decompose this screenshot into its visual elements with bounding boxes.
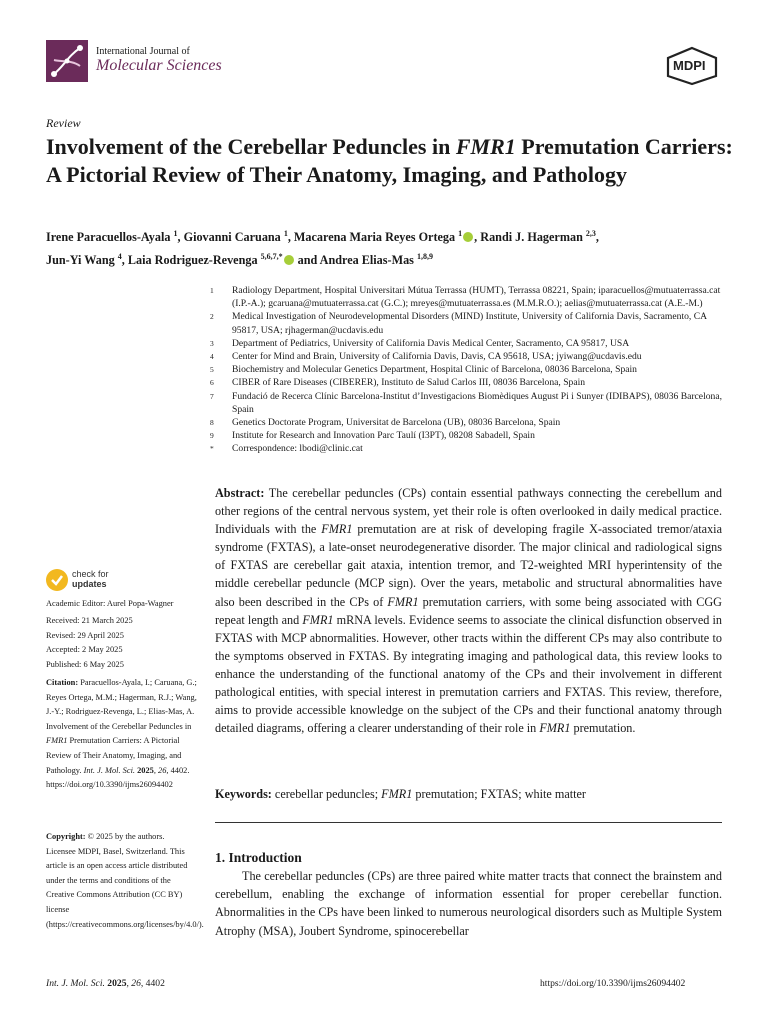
author-separator: , <box>177 230 184 245</box>
author-affiliation-sup: 5,6,7,* <box>260 252 283 262</box>
affiliation-item <box>210 416 730 429</box>
author-affiliation-sup: 4 <box>117 252 122 262</box>
affiliation-text: Center for Mind and Brain, University of California Davis, Davis, CA 95618, USA; jyiwang@ucdavis.edu <box>232 351 642 363</box>
check-label: check for <box>72 569 109 579</box>
author-name: Laia Rodriguez-Revenga <box>127 253 261 268</box>
footer-citation: Int. J. Mol. Sci. 2025, 26, 4402 <box>46 978 165 989</box>
affiliation-number: 1 <box>210 286 214 295</box>
affiliation-text: Radiology Department, Hospital Universitari Mútua Terrassa (HUMT), Terrassa 08221, Spain; iparacuellos@mutuaterrassa.cat (I.P.-A.); gcaruana@mutuaterrassa.cat (G.C.); mreyes@mutuaterrassa.es (M.M.R.O.); aelias@mutuaterrassa.cat (A.E.-M.) <box>232 285 721 310</box>
affiliation-number: * <box>210 444 214 454</box>
check-icon <box>46 569 68 591</box>
affiliation-text: Biochemistry and Molecular Genetics Department, Hospital Clinic of Barcelona, 08036 Barcelona, Spain <box>232 364 637 376</box>
affiliation-text: Genetics Doctorate Program, Universitat de Barcelona (UB), 08036 Barcelona, Spain <box>232 417 561 429</box>
affiliation-number: 9 <box>210 431 214 441</box>
section-heading: 1. Introduction <box>215 850 302 865</box>
affiliation-text: Institute for Research and Innovation Parc Taulí (I3PT), 08208 Sabadell, Spain <box>232 430 535 442</box>
author-separator: , <box>287 230 294 245</box>
author-name: Giovanni Caruana <box>183 230 284 245</box>
affiliation-text: CIBER of Rare Diseases (CIBERER), Instituto de Salud Carlos III, 08036 Barcelona, Spain <box>232 377 586 389</box>
author-name: Andrea Elias-Mas <box>319 253 417 268</box>
author-affiliation-sup: 2,3 <box>585 229 596 238</box>
journal-logo <box>46 40 88 82</box>
copyright: Copyright: © 2025 by the authors. Licensee MDPI, Basel, Switzerland. This article is an open access article distributed under the terms and conditions of the Creative Commons Attribution (CC BY) license (https://creativecommons.org/licenses/by/4.0/). <box>46 832 204 929</box>
keywords: Keywords: cerebellar peduncles; FMR1 premutation; FXTAS; white matter <box>215 787 586 801</box>
affiliation-number: 3 <box>210 338 214 348</box>
author-affiliation-sup: 1 <box>458 229 463 238</box>
check-for-updates-button[interactable] <box>46 569 176 593</box>
author-separator: , <box>121 253 128 268</box>
updates-label: updates <box>72 579 107 589</box>
accepted-date: Accepted: 2 May 2025 <box>46 645 123 655</box>
publisher-name: MDPI <box>673 58 706 73</box>
affiliation-number: 5 <box>210 365 214 375</box>
author-separator: and <box>294 253 320 268</box>
molecule-icon <box>46 40 88 82</box>
affiliation-number: 7 <box>210 391 214 401</box>
author-name: Randi J. Hagerman <box>480 230 586 245</box>
affiliation-item <box>210 350 730 363</box>
author-name: Irene Paracuellos-Ayala <box>46 230 174 245</box>
affiliation-item <box>210 363 730 376</box>
article-title: Involvement of the Cerebellar Peduncles in FMR1 Premutation Carriers: A Pictorial Review of Their Anatomy, Imaging, and Pathology <box>46 134 733 187</box>
revised-date: Revised: 29 April 2025 <box>46 630 124 640</box>
affiliation-text: Fundació de Recerca Clínic Barcelona-Institut d’Investigacions Biomèdiques August Pi i Sunyer (IDIBAPS), 08036 Barcelona, Spain <box>232 390 722 415</box>
article-type: Review <box>46 116 81 130</box>
published-date: Published: 6 May 2025 <box>46 659 124 669</box>
journal-name: Molecular Sciences <box>96 57 222 74</box>
author-affiliation-sup: 1 <box>283 229 288 238</box>
affiliation-item <box>210 337 730 350</box>
journal-name-line1: International Journal of <box>96 46 190 57</box>
author-name: Jun-Yi Wang <box>46 253 118 268</box>
author-affiliation-sup: 1,8,9 <box>416 252 433 262</box>
affiliation-text: Correspondence: lbodi@clinic.cat <box>232 443 363 455</box>
affiliation-item <box>210 376 730 389</box>
author-affiliation-sup: 1 <box>173 229 178 238</box>
abstract: Abstract: The cerebellar peduncles (CPs) contain essential pathways connecting the cerebellum and other regions of the central nervous system, yet their role is often overlooked in daily medical practice. Individuals with the FMR1 premutation are at risk of developing fragile X-associated tremor/ataxia syndrome (FXTAS), a late-onset neurodegenerative disorder. The major clinical and radiological signs of FXTAS are cerebellar gait ataxia, intention tremor, and T2-weighted MRI hyperintensity of the middle cerebellar peduncle (MCP sign). Over the years, metabolic and structural abnormalities have also been described in the CPs of FMR1 premutation carriers, with some being associated with CGG repeat length and FMR1 mRNA levels. Evidence seems to associate the clinical disfunction observed in FXTAS with MCP abnormalities. However, other tracts within the different CPs may also contribute to the symptoms observed in FXTAS. By integrating imaging and pathological data, this review looks to enhance the understanding of the functional anatomy of the CPs and their involvement in different pathological entities, with special interest in premutation carriers and FXTAS. This review, therefore, aims to provide accessible knowledge on the subject of the CPs and their functional anatomy through detailed diagrams, offering a clearer understanding of their role in FMR1 premutation. <box>215 486 723 736</box>
affiliation-item <box>210 390 730 416</box>
author-name: Macarena Maria Reyes Ortega <box>293 230 459 245</box>
received-date: Received: 21 March 2025 <box>46 616 133 625</box>
orcid-icon[interactable] <box>463 232 473 242</box>
author-list <box>46 224 736 270</box>
academic-editor: Academic Editor: Aurel Popa-Wagner <box>46 599 174 608</box>
affiliation-item <box>210 442 730 455</box>
divider <box>215 822 722 823</box>
affiliation-number: 8 <box>210 418 214 428</box>
publisher-logo <box>664 46 720 86</box>
citation: Citation: Paracuellos-Ayala, I.; Caruana, G.; Reyes Ortega, M.M.; Hagerman, R.J.; Wang, J.-Y.; Rodriguez-Revenga, L.; Elias-Mas, A. Involvement of the Cerebellar Peduncles in FMR1 Premutation Carriers: A Pictorial Review of Their Anatomy, Imaging, and Pathology. Int. J. Mol. Sci. 2025, 26, 4402. https://doi.org/10.3390/ijms26094402 <box>46 678 197 790</box>
affiliation-number: 6 <box>210 378 214 388</box>
introduction-text: The cerebellar peduncles (CPs) are three paired white matter tracts that connect the brainstem and cerebellum, enabling the exchange of information essential for proper cerebellar function. Abnormalities in the CPs have been linked to numerous neurological disorders such as Multiple System Atrophy (MSA), Joubert Syndrome, spinocerebellar <box>215 869 722 938</box>
dates <box>46 614 196 672</box>
affiliation-text: Department of Pediatrics, University of California Davis Medical Center, Sacramento, CA 95817, USA <box>232 337 630 349</box>
affiliation-item <box>210 310 730 336</box>
affiliation-number: 2 <box>210 312 214 322</box>
affiliation-item <box>210 429 730 442</box>
affiliation-number: 4 <box>210 352 214 362</box>
affiliations <box>210 284 730 456</box>
affiliation-text: Medical Investigation of Neurodevelopmental Disorders (MIND) Institute, University of California Davis, Sacramento, CA 95817, USA; rjhagerman@ucdavis.edu <box>232 311 707 336</box>
footer-doi-link[interactable]: https://doi.org/10.3390/ijms26094402 <box>540 978 686 989</box>
author-separator: , <box>474 230 481 245</box>
affiliation-item <box>210 284 730 310</box>
orcid-icon[interactable] <box>284 255 294 265</box>
author-separator: , <box>595 230 599 245</box>
